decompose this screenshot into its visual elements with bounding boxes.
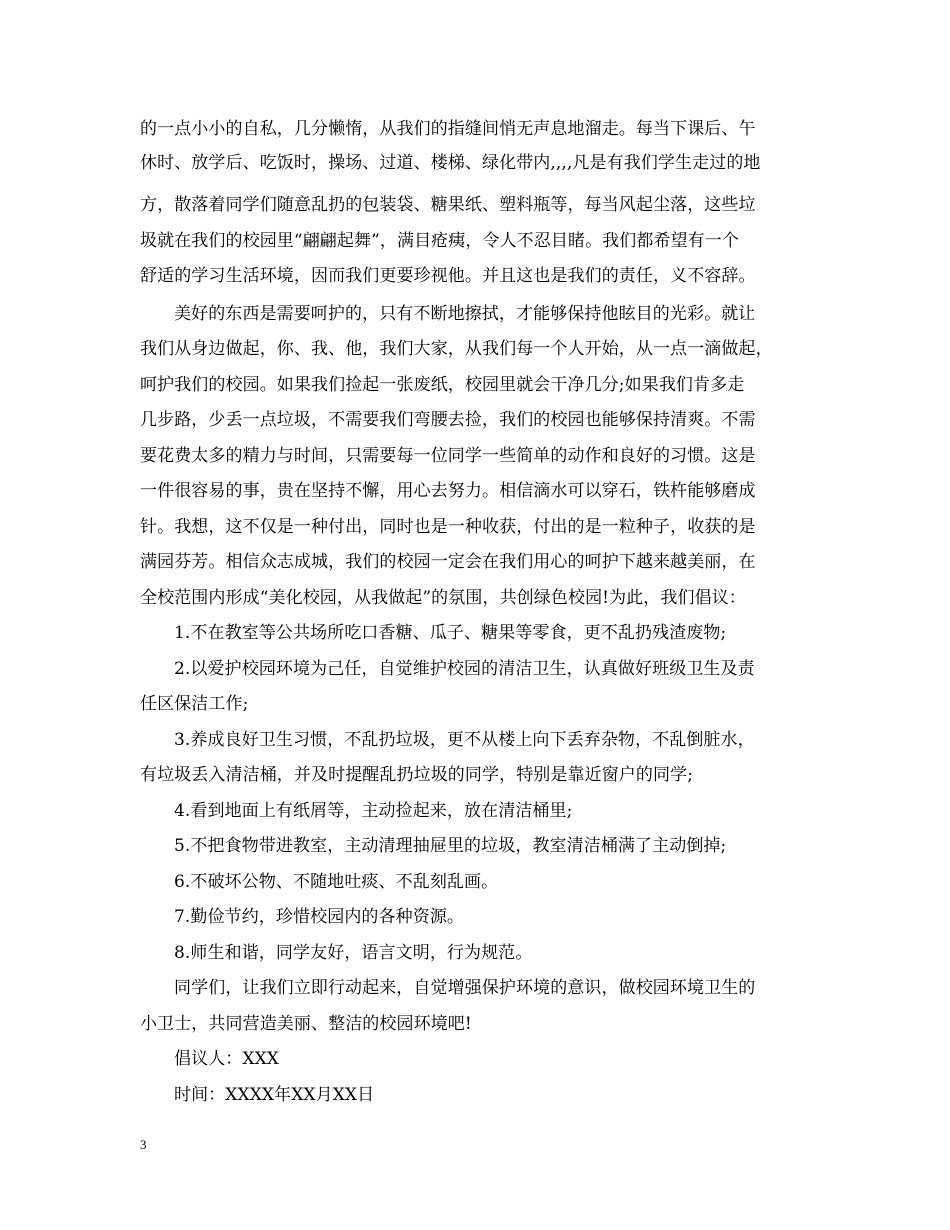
- proposal-item-3: 3.养成良好卫生习惯，不乱扔垃圾，更不从楼上向下丢弃杂物，不乱倒脏水，: [174, 730, 755, 750]
- body-text-line: 方，散落着同学们随意乱扔的包装袋、糖果纸、塑料瓶等，每当风起尘落，这些垃: [140, 195, 756, 215]
- proposal-item-5: 5.不把食物带进教室，主动清理抽屉里的垃圾，教室清洁桶满了主动倒掉;: [174, 836, 727, 856]
- date-line: 时间：XXXX年XX月XX日: [174, 1085, 375, 1105]
- closing-paragraph-line: 同学们，让我们立即行动起来，自觉增强保护环境的意识，做校园环境卫生的: [174, 978, 756, 998]
- body-text-line: 休时、放学后、吃饭时，操场、过道、楼梯、绿化带内,,,,凡是有我们学生走过的地: [140, 153, 761, 173]
- proposal-item-1: 1.不在教室等公共场所吃口香糖、瓜子、糖果等零食，更不乱扔残渣废物;: [174, 623, 727, 643]
- proposal-item-6: 6.不破坏公物、不随地吐痰、不乱刻乱画。: [174, 872, 499, 892]
- body-text-line: 针。我想，这不仅是一种付出，同时也是一种收获，付出的是一粒种子，收获的是: [140, 517, 756, 537]
- body-text-line: 舒适的学习生活环境，因而我们更要珍视他。并且这也是我们的责任，义不容辞。: [140, 266, 756, 286]
- closing-paragraph-line: 小卫士，共同营造美丽、整洁的校园环境吧!: [140, 1014, 472, 1034]
- body-text-line: 几步路，少丢一点垃圾，不需要我们弯腰去捡，我们的校园也能够保持清爽。不需: [140, 410, 756, 430]
- body-text-line: 一件很容易的事，贵在坚持不懈，用心去努力。相信滴水可以穿石，铁杵能够磨成: [140, 481, 756, 501]
- body-text-line: 要花费太多的精力与时间，只需要每一位同学一些简单的动作和良好的习惯。这是: [140, 446, 756, 466]
- body-text-line: 满园芬芳。相信众志成城，我们的校园一定会在我们用心的呵护下越来越美丽，在: [140, 552, 756, 572]
- proposal-item-7: 7.勤俭节约，珍惜校园内的各种资源。: [174, 907, 465, 927]
- body-text-line: 圾就在我们的校园里“翩翩起舞”，满目疮痍，令人不忍目睹。我们都希望有一个: [140, 231, 739, 251]
- proposal-item-3-continued: 有垃圾丢入清洁桶，并及时提醒乱扔垃圾的同学，特别是靠近窗户的同学;: [140, 765, 694, 785]
- body-text-line: 的一点小小的自私，几分懒惰，从我们的指缝间悄无声息地溜走。每当下课后、午: [140, 119, 756, 139]
- proposal-item-2-continued: 任区保洁工作;: [140, 694, 249, 714]
- proposal-item-8: 8.师生和谐，同学友好，语言文明，行为规范。: [174, 943, 533, 963]
- proposal-item-2: 2.以爱护校园环境为己任，自觉维护校园的清洁卫生，认真做好班级卫生及责: [174, 659, 755, 679]
- page-number: 3: [140, 1137, 147, 1152]
- body-text-line: 全校范围内形成“美化校园，从我做起”的氛围，共创绿色校园!为此，我们倡议：: [140, 588, 746, 608]
- initiator-line: 倡议人：XXX: [174, 1049, 280, 1069]
- paragraph-first-line: 美好的东西是需要呵护的，只有不断地擦拭，才能够保持他眩目的光彩。就让: [174, 304, 756, 324]
- proposal-item-4: 4.看到地面上有纸屑等，主动捡起来，放在清洁桶里;: [174, 801, 573, 821]
- body-text-line: 我们从身边做起，你、我、他，我们大家，从我们每一个人开始，从一点一滴做起，: [140, 339, 773, 359]
- body-text-line: 呵护我们的校园。如果我们捡起一张废纸，校园里就会干净几分;如果我们肯多走: [140, 375, 745, 395]
